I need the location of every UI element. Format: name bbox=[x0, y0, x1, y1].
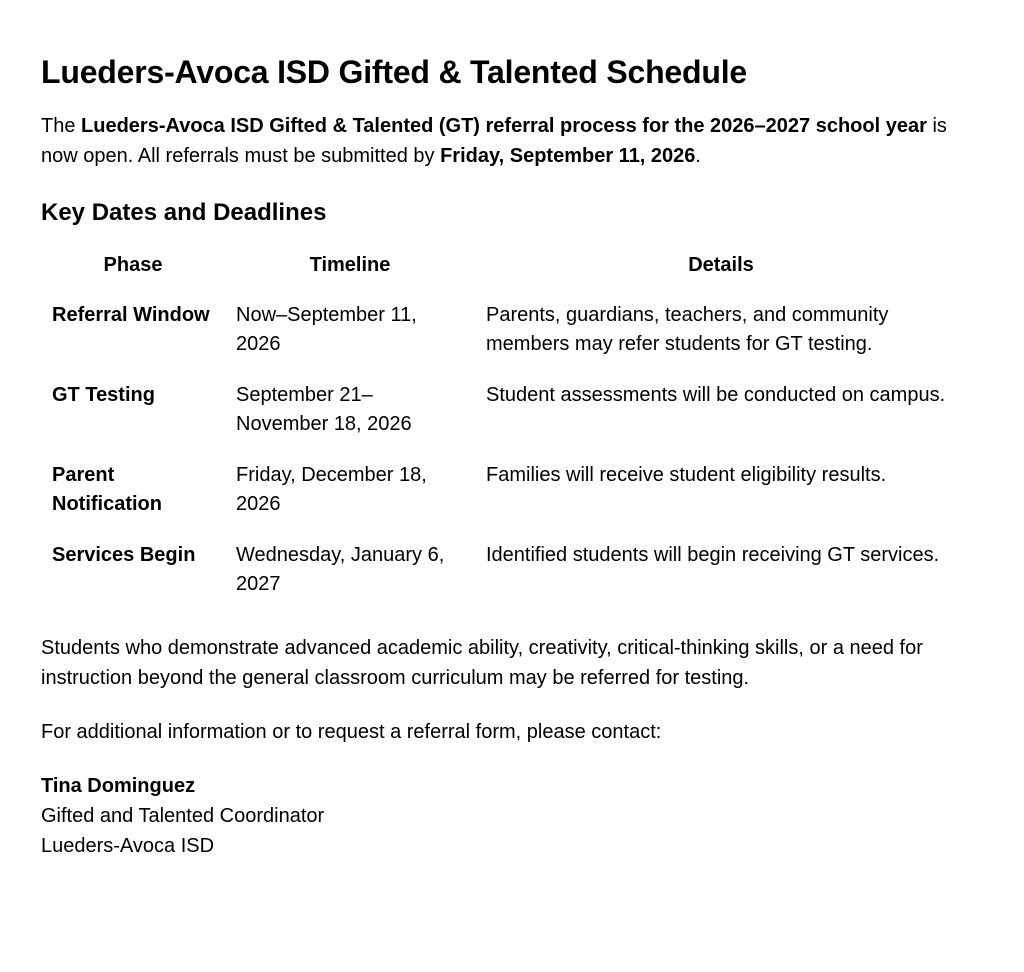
page-title: Lueders-Avoca ISD Gifted & Talented Schedule bbox=[41, 54, 748, 90]
details-cell: Parents, guardians, teachers, and community members may refer students for GT testing. bbox=[486, 304, 889, 355]
details-cell: Identified students will begin receiving GT services. bbox=[486, 544, 940, 566]
table-header-row bbox=[41, 247, 967, 299]
contact-block bbox=[41, 771, 983, 861]
key-dates-table bbox=[41, 247, 967, 619]
phase-cell: Referral Window bbox=[52, 304, 210, 326]
details-cell: Student assessments will be conducted on campus. bbox=[486, 384, 946, 406]
intro-deadline: Friday, September 11, 2026 bbox=[440, 145, 696, 167]
phase-cell: GT Testing bbox=[52, 384, 155, 406]
contact-role: Gifted and Talented Coordinator bbox=[41, 805, 325, 827]
column-header-details: Details bbox=[688, 254, 754, 276]
eligibility-paragraph: Students who demonstrate advanced academic ability, creativity, critical-thinking skills, or a need for instruction beyond the general classroom curriculum may be referred for testing. bbox=[41, 637, 923, 689]
table-row bbox=[41, 299, 967, 379]
intro-bold-text: Lueders-Avoca ISD Gifted & Talented (GT) referral process for the 2026–2027 school year bbox=[81, 115, 927, 137]
intro-prefix: The bbox=[41, 115, 82, 137]
section-heading: Key Dates and Deadlines bbox=[41, 199, 327, 226]
table-row bbox=[41, 539, 967, 619]
timeline-cell: September 21–November 18, 2026 bbox=[236, 384, 412, 435]
column-header-timeline: Timeline bbox=[309, 254, 391, 276]
contact-organization: Lueders-Avoca ISD bbox=[41, 835, 215, 857]
phase-cell: Services Begin bbox=[52, 544, 196, 566]
details-cell: Families will receive student eligibility results. bbox=[486, 464, 887, 486]
table-row bbox=[41, 459, 967, 539]
column-header-phase: Phase bbox=[103, 254, 163, 276]
timeline-cell: Now–September 11, 2026 bbox=[236, 304, 417, 355]
intro-suffix: . bbox=[695, 145, 701, 167]
contact-name: Tina Dominguez bbox=[41, 775, 196, 797]
timeline-cell: Wednesday, January 6, 2027 bbox=[236, 544, 445, 595]
timeline-cell: Friday, December 18, 2026 bbox=[236, 464, 427, 515]
intro-paragraph bbox=[41, 111, 986, 171]
contact-paragraph: For additional information or to request a referral form, please contact: bbox=[41, 721, 662, 743]
table-row bbox=[41, 379, 967, 459]
intro-middle: is now open. All referrals must be submitted by bbox=[41, 115, 947, 167]
phase-cell: Parent Notification bbox=[52, 464, 162, 515]
